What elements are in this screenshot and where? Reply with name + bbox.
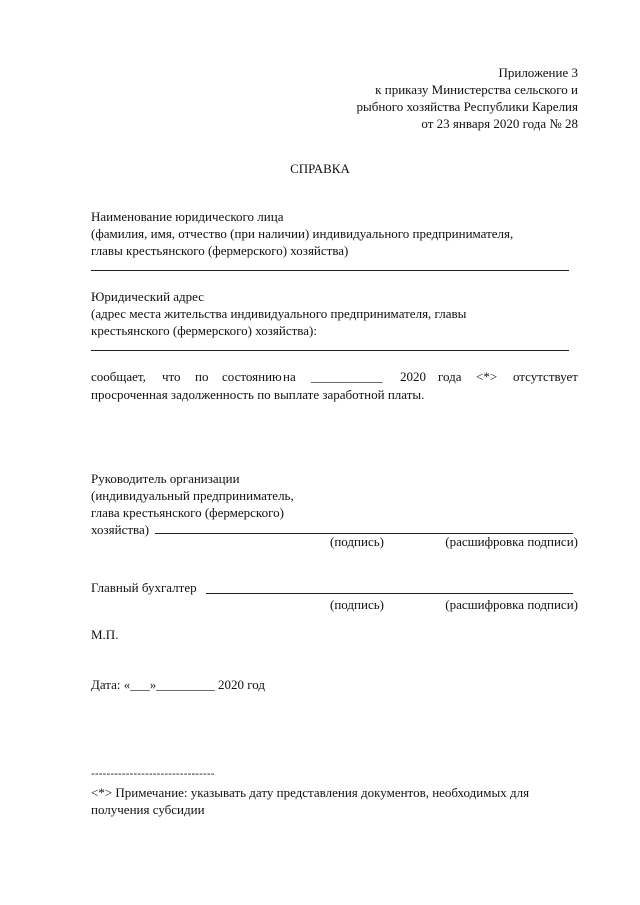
accountant-label: Главный бухгалтер (91, 580, 197, 595)
address-label: Юридический адрес (91, 289, 205, 304)
statement-word: отсутствует (512, 369, 578, 384)
statement-line-2: просроченная задолженность по выплате заработной платы. (91, 387, 425, 402)
address-hint-1: (адрес места жительства индивидуального предпринимателя, главы (91, 306, 467, 321)
statement-date-blank[interactable]: ___________ (311, 369, 383, 384)
accountant-decoding-caption: (расшифровка подписи) (445, 597, 578, 612)
head-label-2: (индивидуальный предприниматель, (91, 488, 294, 503)
org-name-hint-2: главы крестьянского (фермерского) хозяйства) (91, 243, 349, 258)
org-name-hint-1: (фамилия, имя, отчество (при наличии) индивидуального предпринимателя, (91, 226, 514, 241)
statement-word: 2020 (400, 369, 426, 384)
accountant-signature-caption: (подпись) (330, 597, 384, 612)
statement-word: что (162, 369, 181, 384)
head-decoding-caption: (расшифровка подписи) (445, 534, 578, 549)
document-title: СПРАВКА (290, 161, 350, 176)
statement-word: сообщает, (91, 369, 146, 384)
footnote-line-1: <*> Примечание: указывать дату представления документов, необходимых для (91, 785, 530, 800)
statement-word: по (195, 369, 209, 384)
accountant-signature-field[interactable] (206, 593, 573, 594)
stamp-place: М.П. (91, 627, 119, 642)
address-hint-2: крестьянского (фермерского) хозяйства): (91, 323, 317, 338)
footnote-line-2: получения субсидии (91, 802, 205, 817)
appendix-date: от 23 января 2020 года № 28 (421, 116, 578, 131)
statement-word: на (283, 369, 296, 384)
org-name-label: Наименование юридического лица (91, 209, 284, 224)
head-label-1: Руководитель организации (91, 471, 240, 486)
statement-word: состоянию (222, 369, 282, 384)
appendix-order-ref: к приказу Министерства сельского и (375, 82, 578, 97)
appendix-number: Приложение 3 (498, 65, 578, 80)
footnote-separator: -------------------------------- (91, 768, 215, 780)
date-line[interactable]: Дата: «___»_________ 2020 год (91, 677, 266, 692)
head-signature-caption: (подпись) (330, 534, 384, 549)
address-field[interactable] (91, 350, 569, 351)
head-label-4: хозяйства) (91, 522, 150, 537)
statement-word: года (438, 369, 462, 384)
org-name-field[interactable] (91, 270, 569, 271)
head-label-3: глава крестьянского (фермерского) (91, 505, 284, 520)
appendix-ministry: рыбного хозяйства Республики Карелия (356, 99, 578, 114)
footnote-marker: <*> (476, 369, 498, 384)
